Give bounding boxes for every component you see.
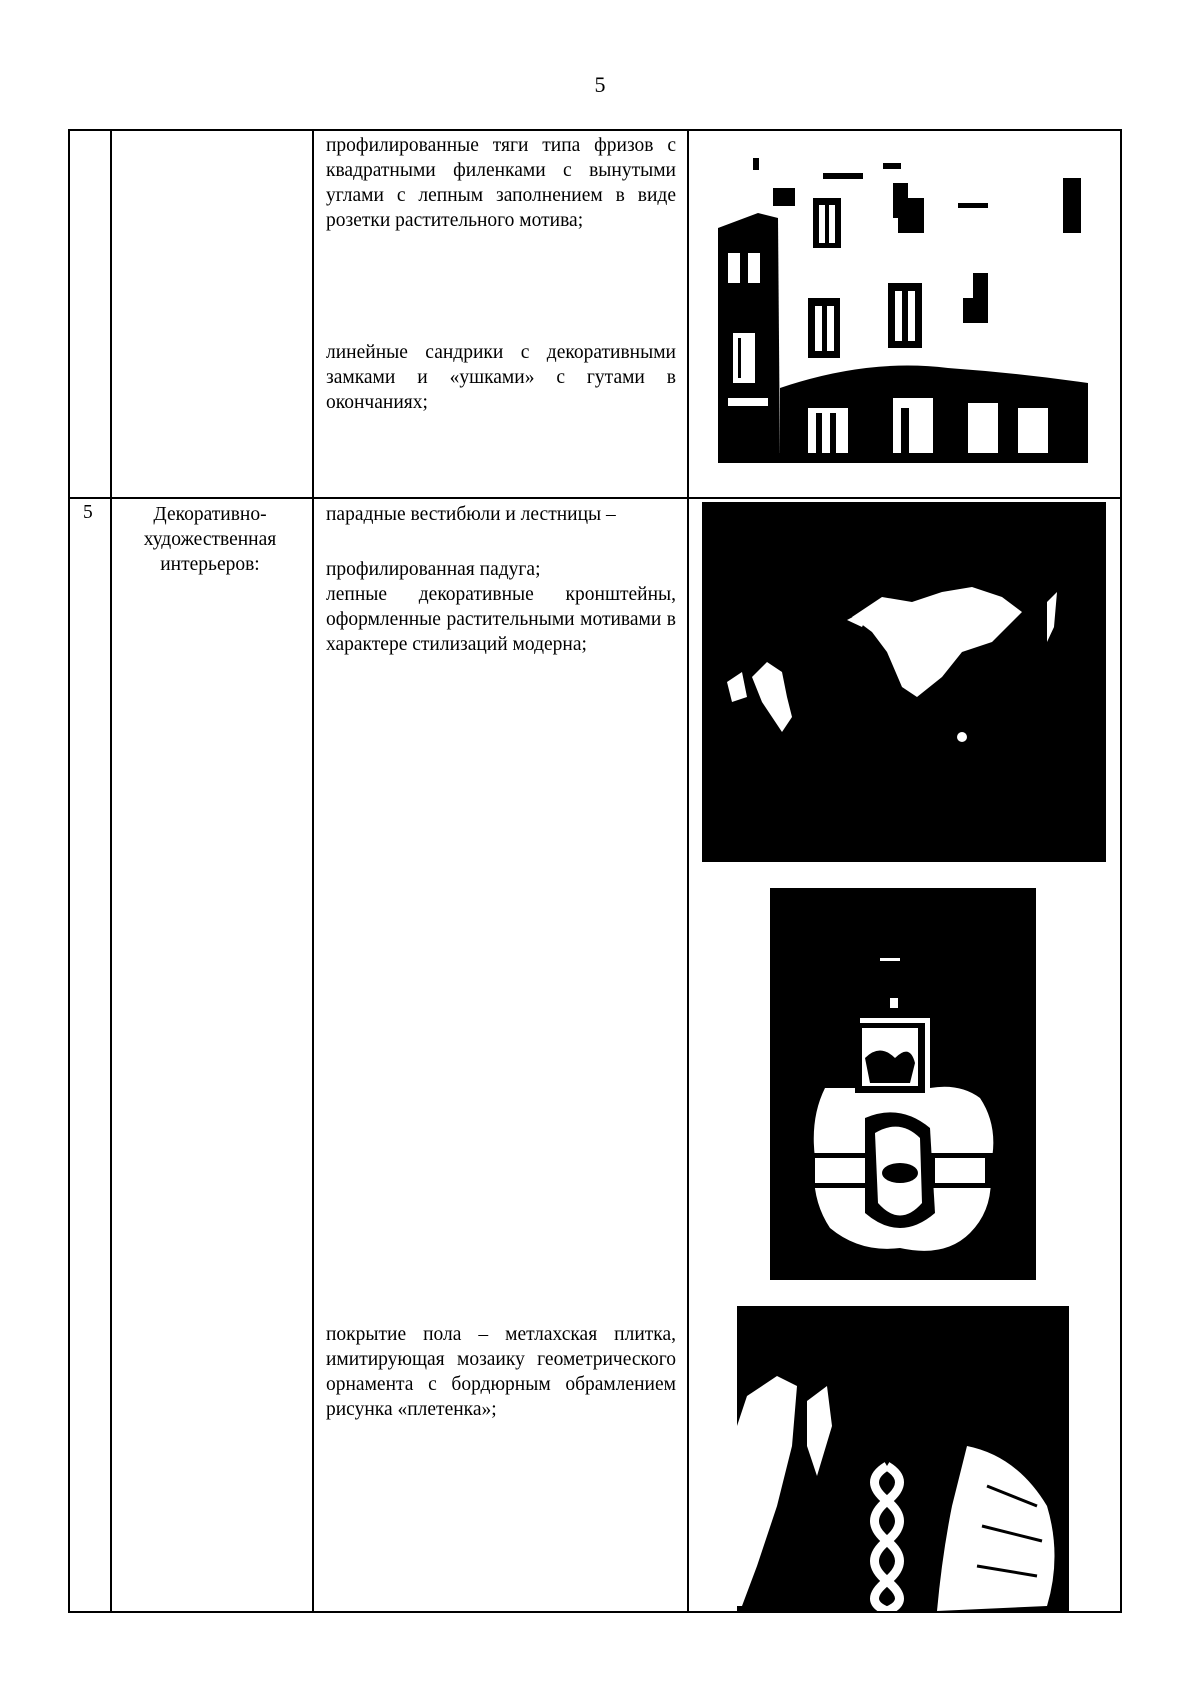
table-column-divider-1 <box>110 129 112 1613</box>
row-5-section-title: Декоративно-художественная интерьеров: <box>143 504 277 575</box>
table-column-divider-2 <box>312 129 314 1613</box>
row-5-number: 5 <box>83 502 93 523</box>
table-column-divider-3 <box>687 129 689 1613</box>
table-border-top <box>68 129 1122 131</box>
row-continued-text-1: профилированные тяги типа фризов с квадратными филенками с вынутыми углами с лепным заполнением в виде розетки растительного мотива; <box>326 135 676 231</box>
row-5-text-4: покрытие пола – метлахская плитка, имитирующая мозаику геометрического орнамента с бордюрным обрамлением рисунка «плетенка»; <box>326 1324 676 1420</box>
table-border-left <box>68 129 70 1613</box>
table-border-row-divider <box>68 497 1122 499</box>
facade-photo <box>718 158 1088 463</box>
row-5-text-2-3: профилированная падуга; лепные декоративные кронштейны, оформленные растительными мотивами в характере стилизаций модерна; <box>326 559 676 655</box>
page-number: 5 <box>594 72 606 97</box>
table-border-right <box>1120 129 1122 1613</box>
row-continued-text-2: линейные сандрики с декоративными замками и «ушками» с гутами в окончаниях; <box>326 342 676 413</box>
bracket-photo <box>770 888 1036 1280</box>
floor-tile-photo <box>737 1306 1069 1611</box>
table-border-bottom <box>68 1611 1122 1613</box>
row-5-text-1: парадные вестибюли и лестницы – <box>326 504 616 525</box>
vestibule-photo <box>702 502 1106 862</box>
